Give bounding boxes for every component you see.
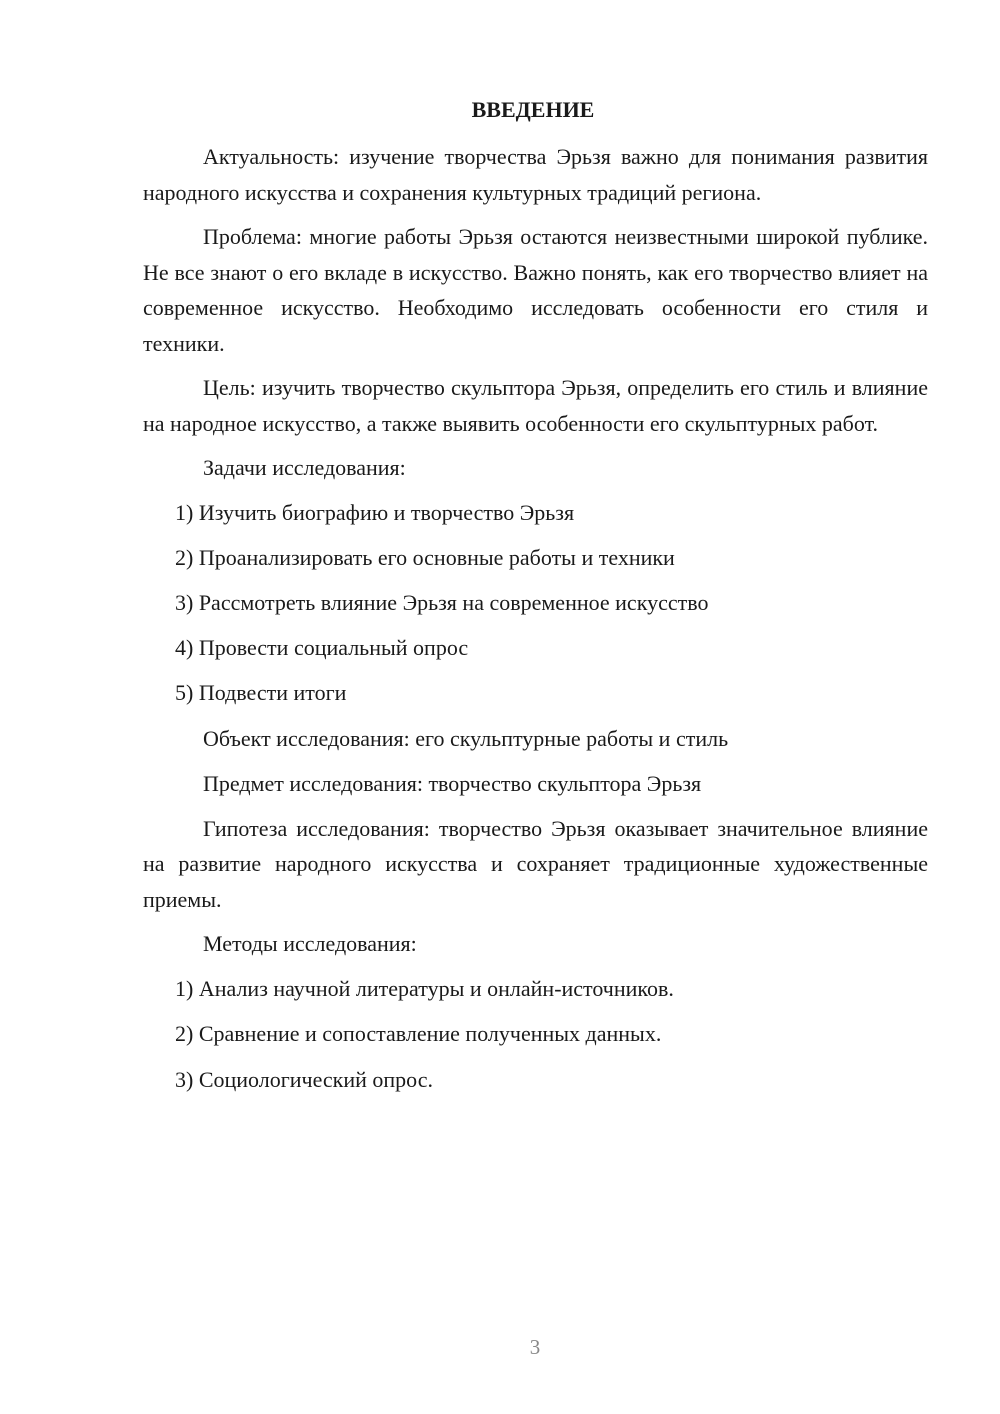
list-item: 5) Подвести итоги — [175, 680, 347, 706]
tasks-heading: Задачи исследования: — [203, 455, 406, 480]
subject-line: Предмет исследования: творчество скульптора Эрьзя — [203, 770, 702, 796]
list-item: 4) Провести социальный опрос — [175, 635, 469, 661]
relevance-paragraph: Актуальность: изучение творчества Эрьзя важно для понимания развития народного искусства и сохранения культурных традиций региона. — [143, 144, 928, 205]
list-item: 2) Сравнение и сопоставление полученных данных. — [175, 1021, 662, 1047]
page-title: ВВЕДЕНИЕ — [471, 97, 595, 122]
list-item: 3) Рассмотреть влияние Эрьзя на современное искусство — [175, 590, 709, 616]
methods-heading: Методы исследования: — [203, 931, 417, 957]
list-item: 2) Проанализировать его основные работы и техники — [175, 545, 675, 571]
problem-paragraph: Проблема: многие работы Эрьзя остаются неизвестными широкой публике. Не все знают о его вкладе в искусство. Важно понять, как его творчество влияет на современное искусство. Необходимо исследовать особенности его стиля и техники. — [143, 224, 928, 356]
hypothesis-paragraph: Гипотеза исследования: творчество Эрьзя оказывает значительное влияние на развитие народного искусства и сохраняет традиционные художественные приемы. — [143, 815, 928, 912]
tasks-list — [143, 495, 928, 711]
goal-paragraph: Цель: изучить творчество скульптора Эрьзя, определить его стиль и влияние на народное искусство, а также выявить особенности его скульптурных работ. — [143, 375, 928, 436]
object-line: Объект исследования: его скульптурные работы и стиль — [203, 725, 729, 751]
list-item: 1) Анализ научной литературы и онлайн-источников. — [175, 976, 674, 1002]
list-item: 1) Изучить биографию и творчество Эрьзя — [175, 500, 575, 526]
page-number: 3 — [529, 1335, 541, 1359]
list-item: 3) Социологический опрос. — [175, 1066, 433, 1092]
methods-list — [143, 971, 928, 1097]
